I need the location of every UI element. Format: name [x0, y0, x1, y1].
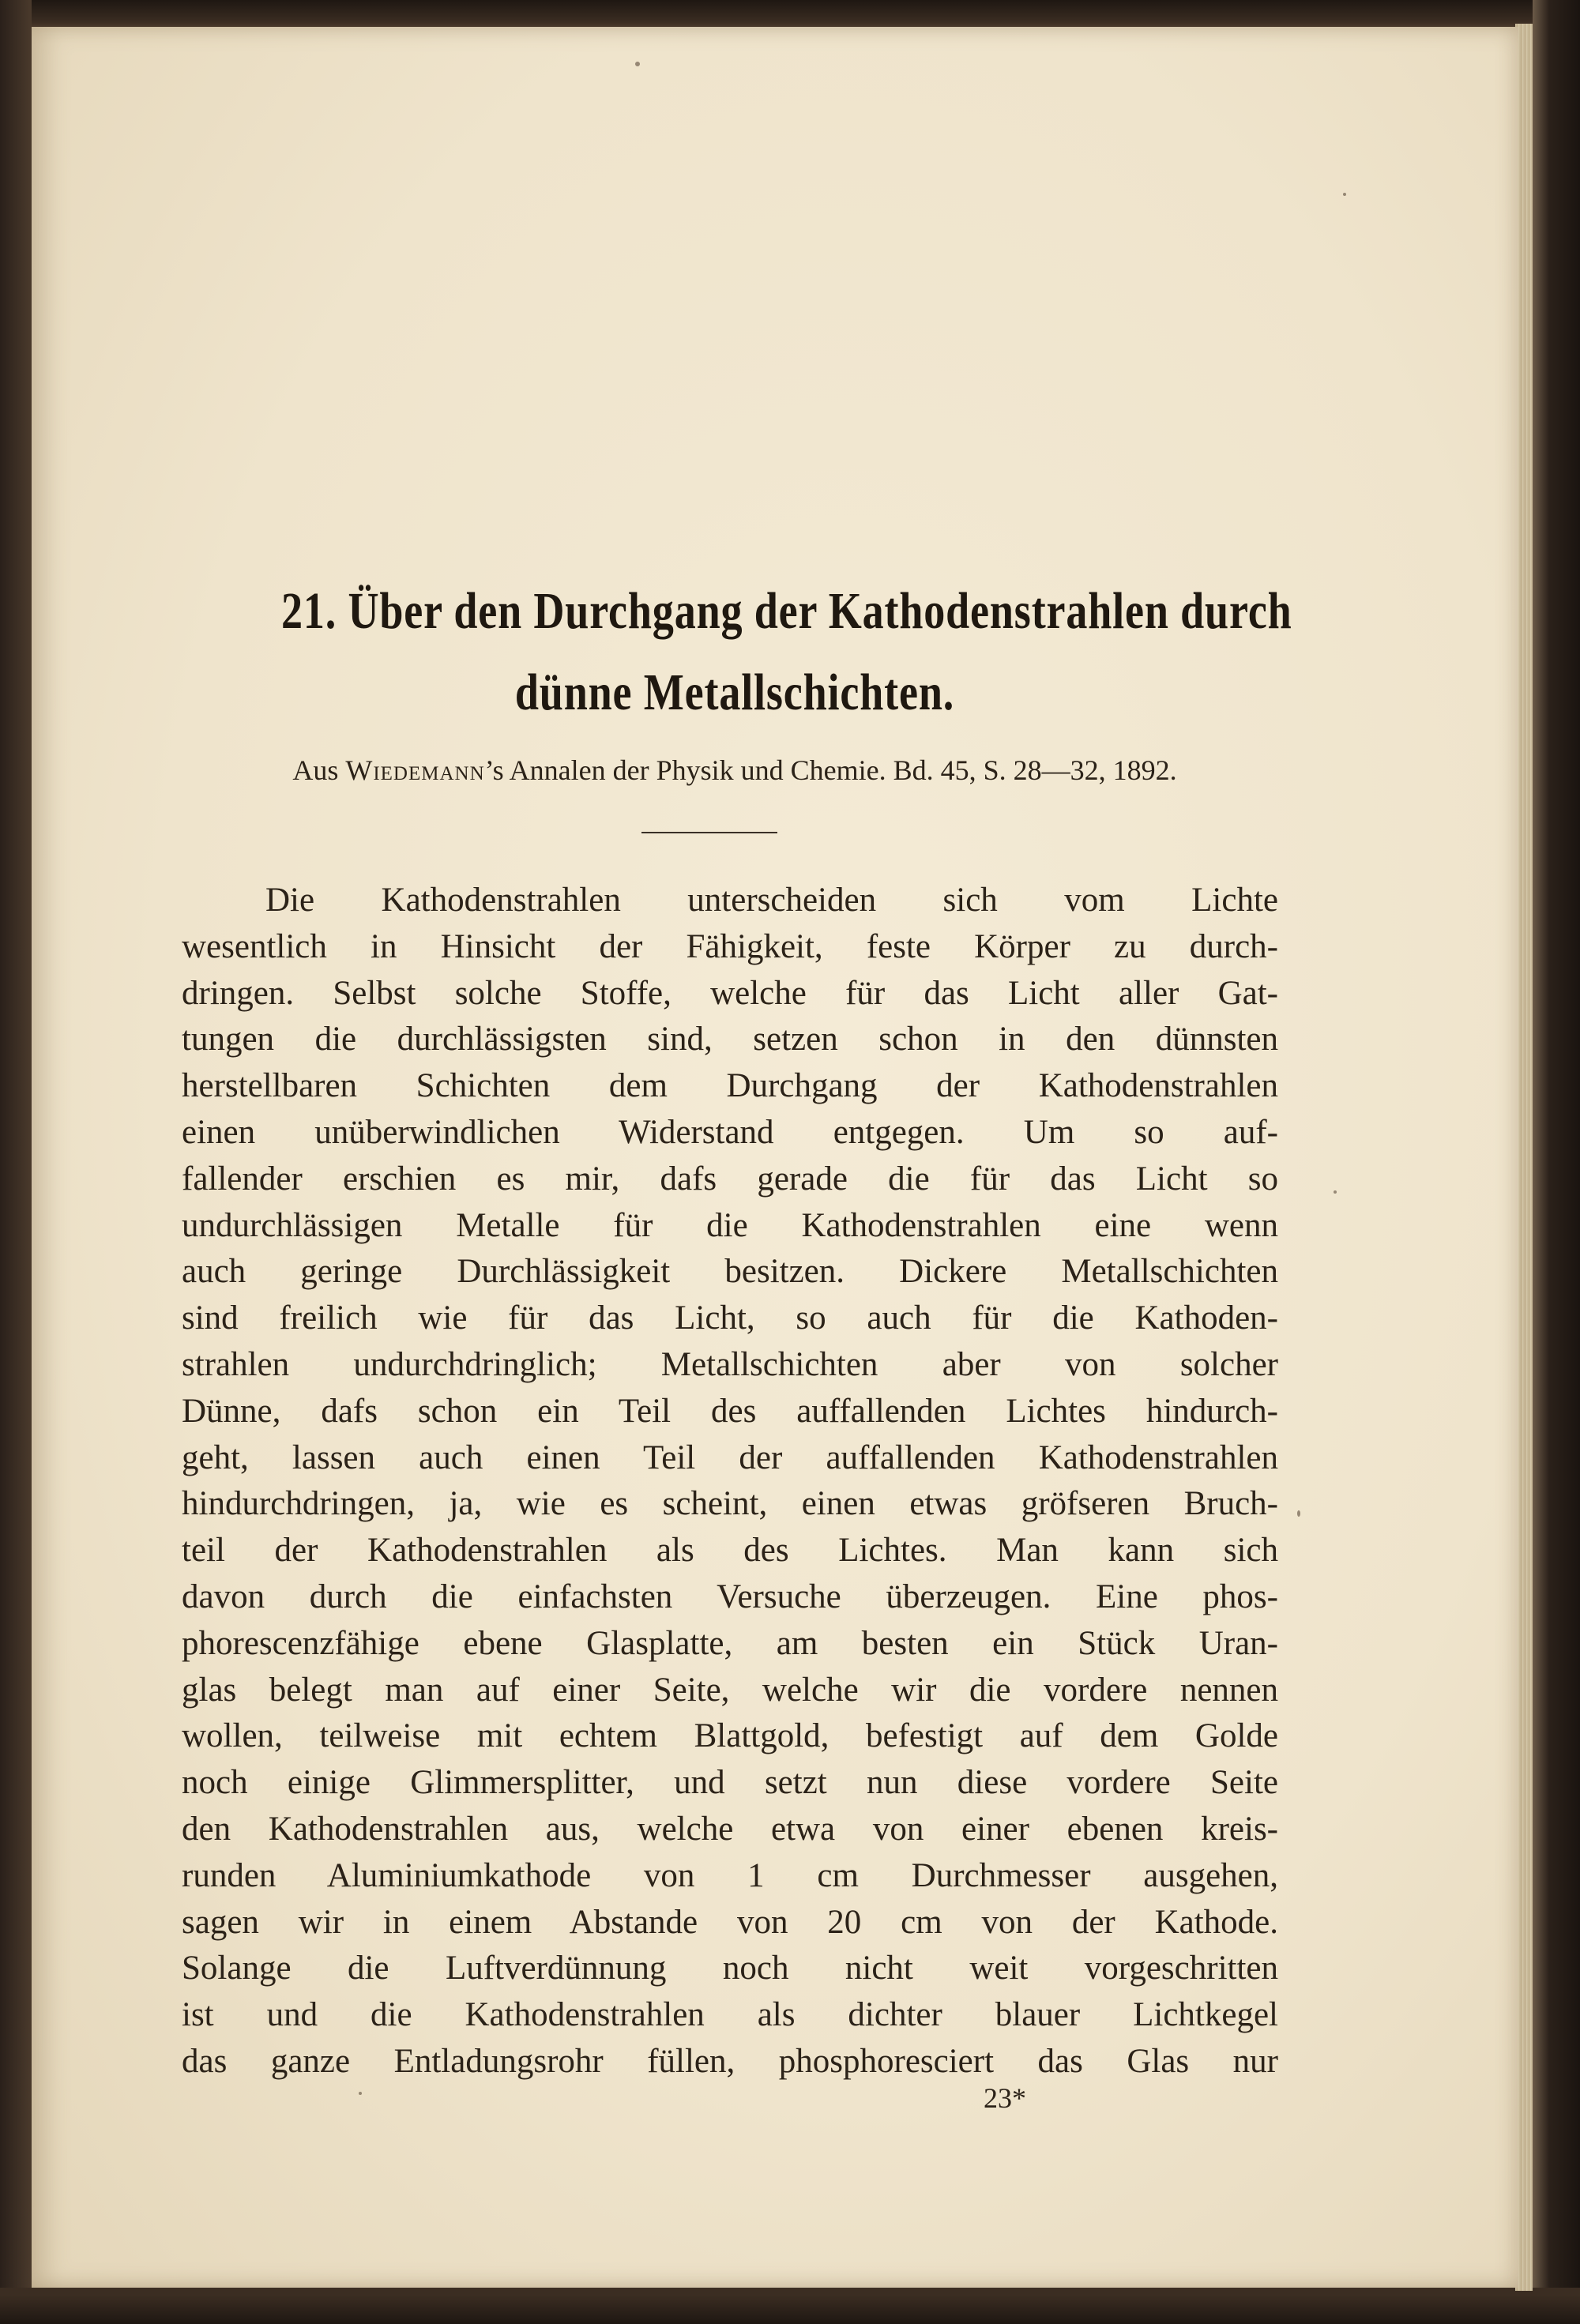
- body-line: teil der Kathodenstrahlen als des Lichtes. Man kann sich: [182, 1532, 1278, 1570]
- body-line: einen unüberwindlichen Widerstand entgegen. Um so auf-: [182, 1113, 1278, 1151]
- source-prefix: Aus: [292, 754, 346, 786]
- body-line: sind freilich wie für das Licht, so auch für die Kathoden-: [182, 1299, 1278, 1337]
- body-line: Dünne, dafs schon ein Teil des auffallenden Lichtes hindurch-: [182, 1392, 1278, 1430]
- article-body: [182, 878, 1278, 2085]
- body-line: undurchlässigen Metalle für die Kathodenstrahlen eine wenn: [182, 1206, 1278, 1244]
- body-line: ist und die Kathodenstrahlen als dichter blauer Lichtkegel: [182, 1996, 1278, 2034]
- body-line: wesentlich in Hinsicht der Fähigkeit, feste Körper zu durch-: [182, 927, 1278, 965]
- paper-speck: [359, 2092, 362, 2095]
- book-cover-right-edge: [1533, 0, 1580, 2324]
- paper-speck: [635, 62, 640, 66]
- paper-speck: [1334, 1190, 1337, 1194]
- paper-speck: [1343, 193, 1346, 196]
- signature-mark: 23*: [984, 2082, 1026, 2114]
- body-line: strahlen undurchdringlich; Metallschichten aber von solcher: [182, 1345, 1278, 1383]
- source-rest: ’s Annalen der Physik und Chemie. Bd. 45, S. 28—32, 1892.: [484, 754, 1177, 786]
- body-line: fallender erschien es mir, dafs gerade die für das Licht so: [182, 1160, 1278, 1198]
- body-line: davon durch die einfachsten Versuche überzeugen. Eine phos-: [182, 1578, 1278, 1615]
- body-line: glas belegt man auf einer Seite, welche wir die vordere nennen: [182, 1671, 1278, 1709]
- separator-rule: [641, 832, 777, 833]
- body-line: Die Kathodenstrahlen unterscheiden sich vom Lichte: [265, 882, 1278, 919]
- body-line: geht, lassen auch einen Teil der auffallenden Kathodenstrahlen: [182, 1438, 1278, 1476]
- article-title-line-1: 21. Über den Durchgang der Kathodenstrahlen durch: [281, 582, 1292, 640]
- body-line: den Kathodenstrahlen aus, welche etwa von einer ebenen kreis-: [182, 1810, 1278, 1848]
- body-line: runden Aluminiumkathode von 1 cm Durchmesser ausgehen,: [182, 1856, 1278, 1894]
- body-line: noch einige Glimmersplitter, und setzt nun diese vordere Seite: [182, 1764, 1278, 1802]
- body-line: Solange die Luftverdünnung noch nicht weit vorgeschritten: [182, 1950, 1278, 1987]
- body-line: auch geringe Durchlässigkeit besitzen. Dickere Metallschichten: [182, 1253, 1278, 1291]
- paper-page: [32, 27, 1518, 2288]
- body-line: wollen, teilweise mit echtem Blattgold, befestigt auf dem Golde: [182, 1717, 1278, 1755]
- body-line: herstellbaren Schichten dem Durchgang der Kathodenstrahlen: [182, 1067, 1278, 1105]
- body-line: das ganze Entladungsrohr füllen, phosphoresciert das Glas nur: [182, 2042, 1278, 2080]
- body-line: dringen. Selbst solche Stoffe, welche für das Licht aller Gat-: [182, 974, 1278, 1012]
- book-cover-left-edge: [0, 0, 32, 2324]
- paper-speck: [1297, 1510, 1300, 1517]
- book-cover-bottom-edge: [0, 2288, 1580, 2324]
- source-citation: [190, 754, 1280, 787]
- article-title-line-2: dünne Metallschichten.: [514, 664, 955, 721]
- body-line: sagen wir in einem Abstande von 20 cm von der Kathode.: [182, 1903, 1278, 1941]
- body-line: phorescenzfähige ebene Glasplatte, am besten ein Stück Uran-: [182, 1624, 1278, 1662]
- body-line: tungen die durchlässigsten sind, setzen schon in den dünnsten: [182, 1021, 1278, 1059]
- source-name: Wiedemann: [345, 754, 485, 786]
- body-line: hindurchdringen, ja, wie es scheint, einen etwas gröfseren Bruch-: [182, 1485, 1278, 1523]
